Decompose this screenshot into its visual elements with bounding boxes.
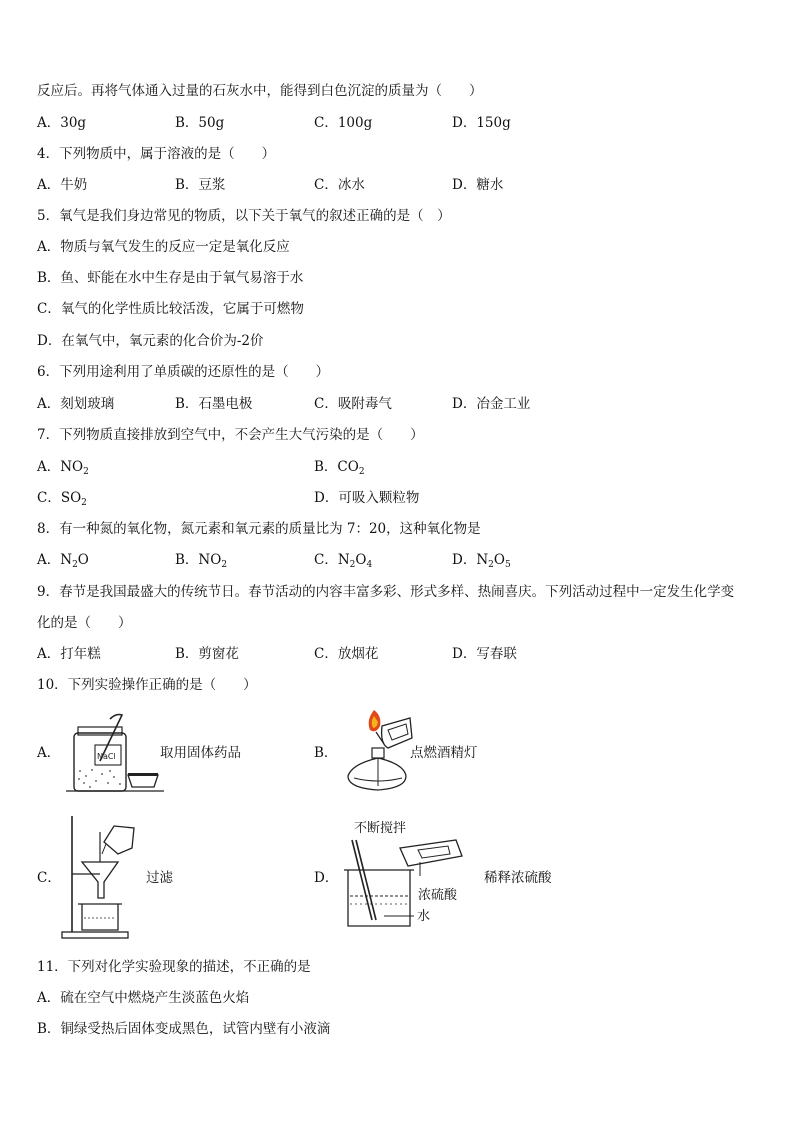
water-label: 水	[417, 909, 431, 924]
q8-option-b[interactable]: B．$NO_2$	[175, 552, 228, 570]
q10-figure-c-filtration	[60, 812, 140, 942]
q7-option-a[interactable]: A．$NO_2$	[37, 459, 89, 477]
q10-option-d-letter[interactable]: D．	[314, 870, 339, 886]
q6-option-b[interactable]: B．石墨电极	[175, 396, 253, 412]
q10-figure-b-alcohol-lamp	[336, 704, 416, 796]
question-11-stem: 11．下列对化学实验现象的描述，不正确的是	[37, 959, 311, 975]
q6-option-d[interactable]: D．冶金工业	[452, 396, 531, 412]
q4-option-c[interactable]: C．冰水	[314, 177, 365, 193]
q10-option-c-letter[interactable]: C．	[37, 870, 61, 886]
stir-continuously-label: 不断搅拌	[354, 821, 407, 836]
question-6-stem: 6．下列用途利用了单质碳的还原性的是（ ）	[37, 364, 330, 380]
question-9-stem-line-1: 9．春节是我国最盛大的传统节日。春节活动的内容丰富多彩、形式多样、热闹喜庆。下列活动过程中一定发生化学变	[37, 584, 735, 600]
q5-option-c[interactable]: C．氧气的化学性质比较活泼，它属于可燃物	[37, 301, 304, 317]
q5-option-d[interactable]: D．在氧气中，氧元素的化合价为-2价	[37, 333, 264, 349]
q7-option-d[interactable]: D．可吸入颗粒物	[314, 490, 420, 506]
q5-option-a[interactable]: A．物质与氧气发生的反应一定是氧化反应	[37, 239, 290, 255]
q10-figure-d-dilute-acid	[344, 836, 474, 930]
q4-option-d[interactable]: D．糖水	[452, 177, 504, 193]
q3-option-b[interactable]: B．50g	[175, 115, 225, 131]
q11-option-a[interactable]: A．硫在空气中燃烧产生淡蓝色火焰	[37, 990, 250, 1006]
q8-option-d[interactable]: D．$N_2O_5$	[452, 552, 511, 570]
q9-option-a[interactable]: A．打年糕	[37, 646, 101, 662]
question-10-stem: 10．下列实验操作正确的是（ ）	[37, 677, 257, 693]
q9-option-d[interactable]: D．写春联	[452, 646, 517, 662]
q9-option-c[interactable]: C．放烟花	[314, 646, 379, 662]
q3-option-a[interactable]: A．30g	[37, 115, 87, 131]
nacl-jar-label: NaCl	[97, 752, 116, 761]
q4-option-b[interactable]: B．豆浆	[175, 177, 226, 193]
q10-figure-a-solid-sampling	[66, 711, 166, 797]
question-4-stem: 4．下列物质中，属于溶液的是（ ）	[37, 146, 276, 162]
q10-option-d-label: 稀释浓硫酸	[484, 870, 552, 886]
concentrated-acid-label: 浓硫酸	[418, 888, 458, 903]
q3-option-c[interactable]: C．100g	[314, 115, 373, 131]
q6-option-a[interactable]: A．刻划玻璃	[37, 396, 115, 412]
question-9-stem-line-2: 化的是（ ）	[37, 615, 132, 631]
question-5-stem: 5．氧气是我们身边常见的物质，以下关于氧气的叙述正确的是（ ）	[37, 208, 451, 224]
question-7-stem: 7．下列物质直接排放到空气中，不会产生大气污染的是（ ）	[37, 427, 424, 443]
q11-option-b[interactable]: B．铜绿受热后固体变成黑色，试管内壁有小液滴	[37, 1021, 331, 1037]
q9-option-b[interactable]: B．剪窗花	[175, 646, 239, 662]
q10-option-c-label: 过滤	[146, 870, 173, 886]
q8-option-a[interactable]: A．$N_2O$	[37, 552, 89, 570]
q10-option-a-letter[interactable]: A．	[37, 745, 61, 761]
q7-option-c[interactable]: C．$SO_2$	[37, 490, 87, 508]
q4-option-a[interactable]: A．牛奶	[37, 177, 88, 193]
q8-option-c[interactable]: C．$N_2O_4$	[314, 552, 373, 570]
question-3-stem-tail: 反应后。再将气体通入过量的石灰水中，能得到白色沉淀的质量为（ ）	[37, 83, 483, 99]
question-8-stem: 8．有一种氮的氧化物，氮元素和氧元素的质量比为 7：20，这种氧化物是	[37, 521, 481, 537]
q5-option-b[interactable]: B．鱼、虾能在水中生存是由于氧气易溶于水	[37, 270, 304, 286]
q3-option-d[interactable]: D．150g	[452, 115, 511, 131]
q6-option-c[interactable]: C．吸附毒气	[314, 396, 392, 412]
q10-option-b-letter[interactable]: B．	[314, 745, 338, 761]
q10-option-b-label: 点燃酒精灯	[410, 745, 478, 761]
q7-option-b[interactable]: B．$CO_2$	[314, 459, 365, 477]
q10-option-a-label: 取用固体药品	[160, 745, 241, 761]
